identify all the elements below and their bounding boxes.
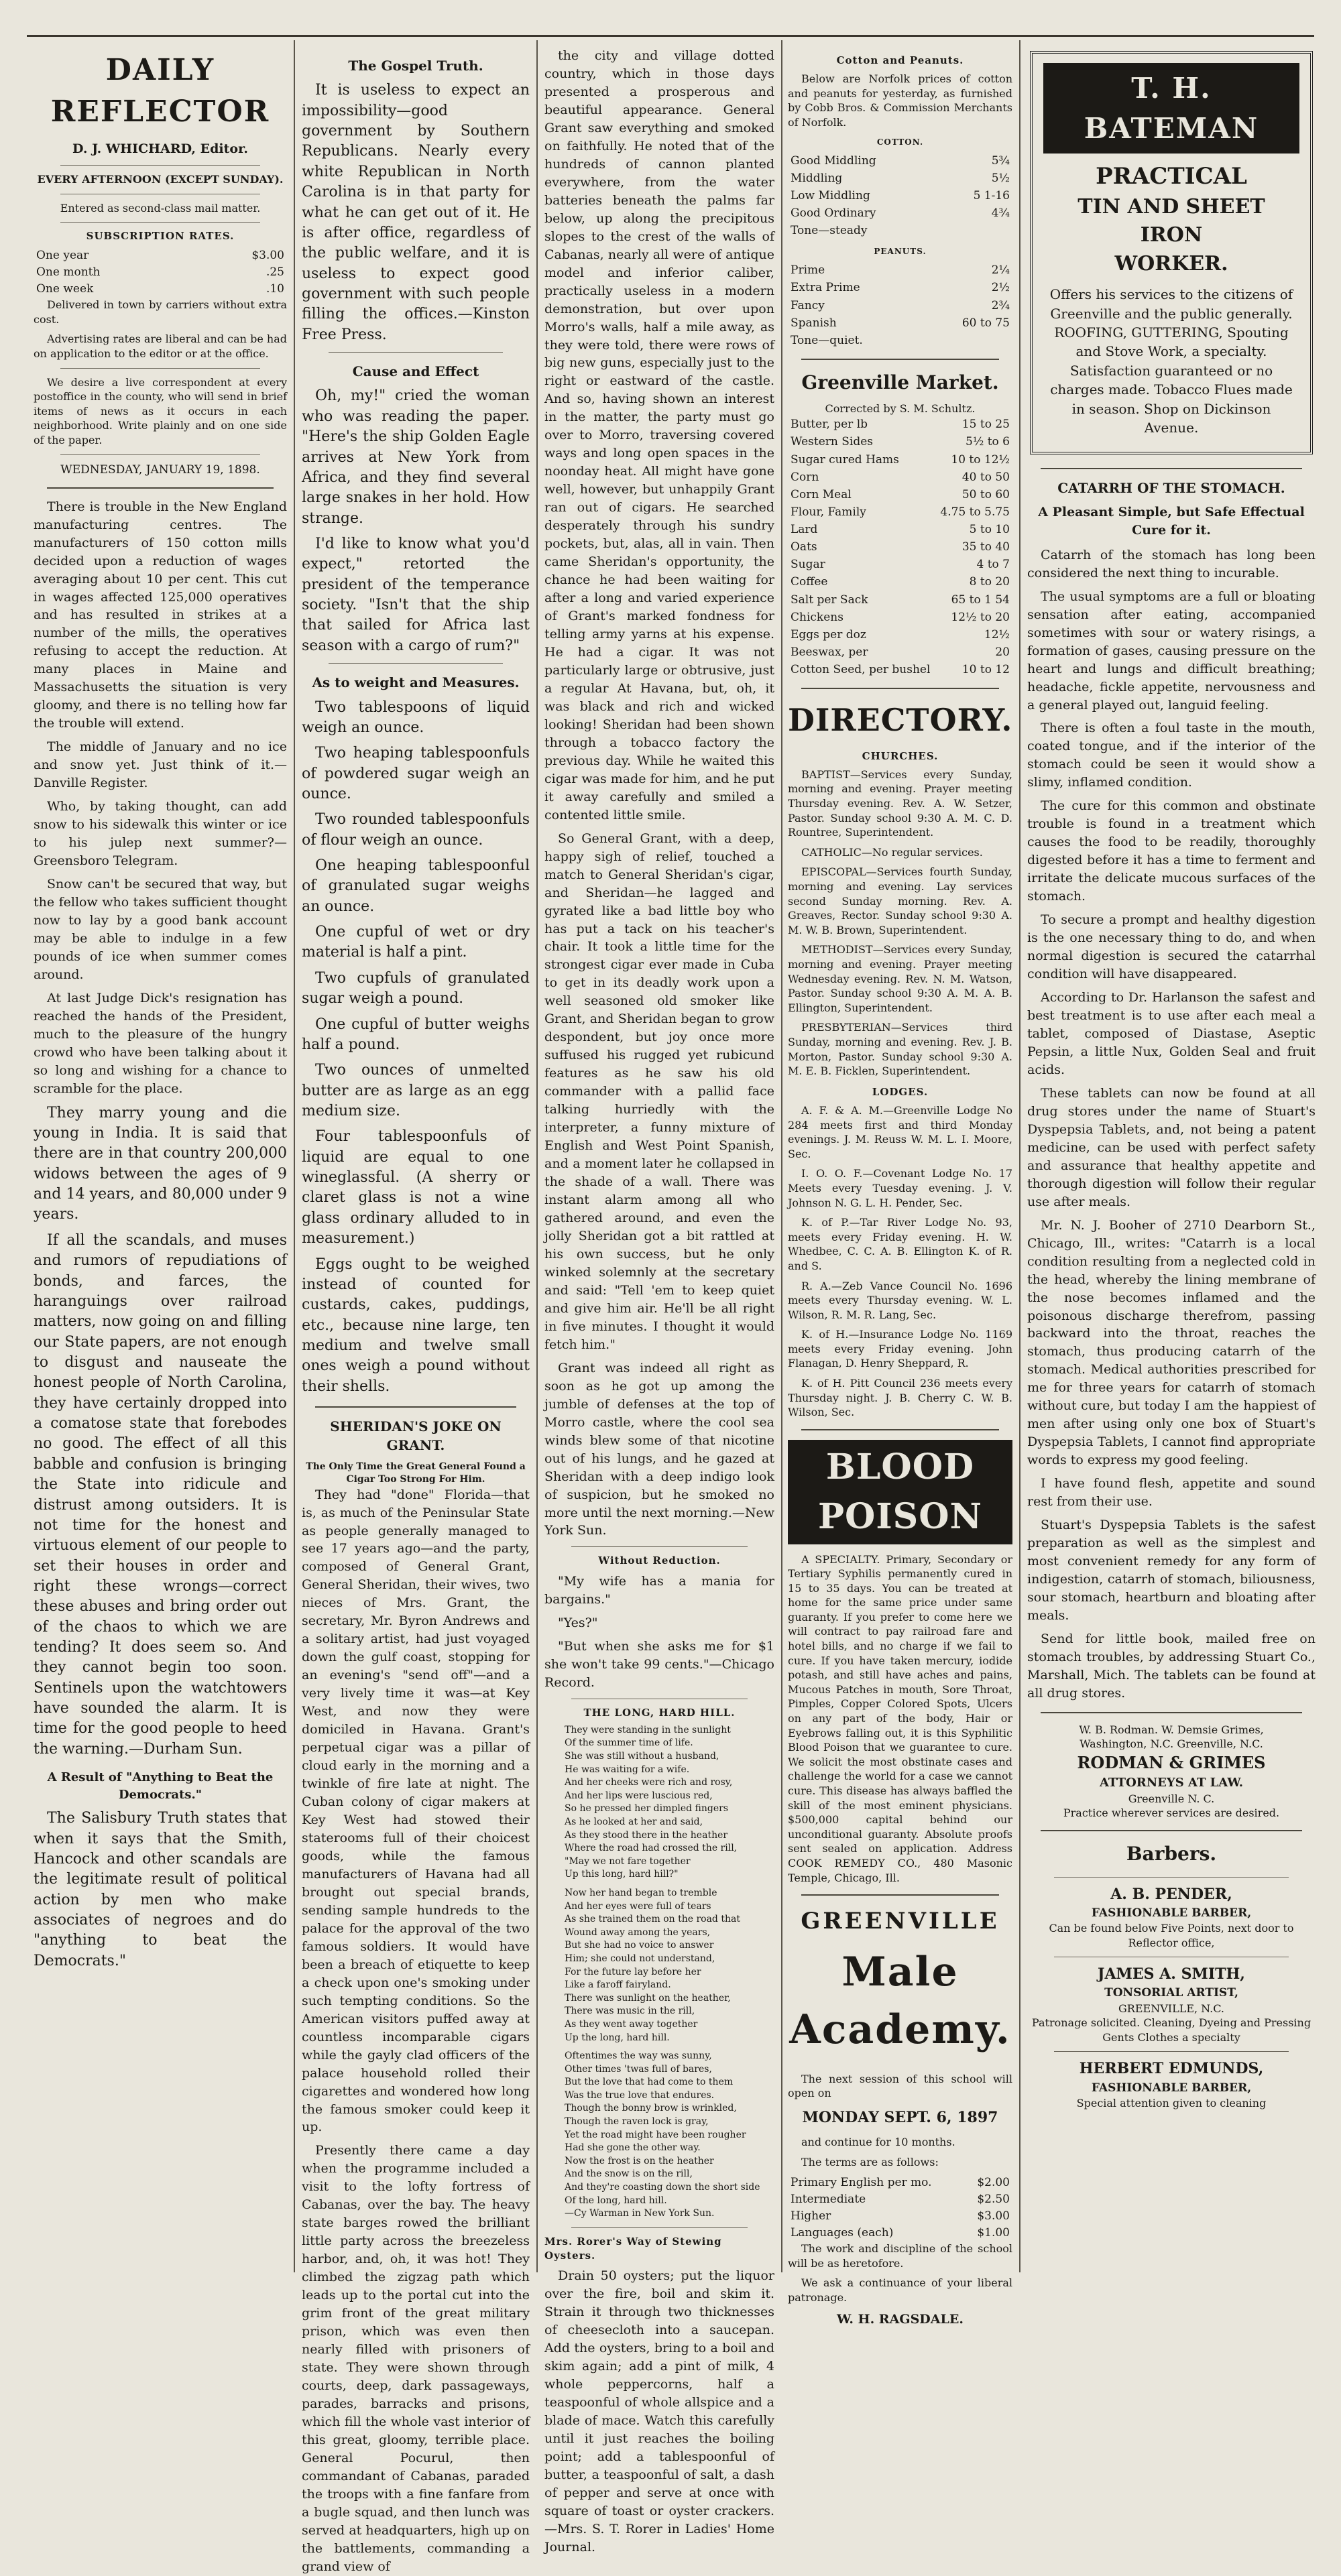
- section-heading: Greenville Market.: [801, 371, 999, 393]
- poem-line: As they went away together: [565, 2018, 698, 2030]
- poem-line: Now the frost is on the heather: [565, 2155, 714, 2166]
- church-listing: METHODIST—Services every Sunday, morning and evening. Prayer meeting Wednesday evening. Rev. N. M. Watson, Pastor. Sunday school 9:30 A. M. A. B. Ellington, Superintendent.: [788, 943, 1012, 1014]
- price-value: $3.00: [977, 2209, 1010, 2223]
- price-label: Sugar cured Hams: [791, 452, 899, 467]
- price-label: Salt per Sack: [791, 593, 868, 607]
- article-paragraph: One heaping tablespoonful of granulated sugar weighs an ounce.: [302, 857, 530, 915]
- article-paragraph: Stuart's Dyspepsia Tablets is the safest preparation as well as the simplest and most convenient remedy for any form of indigestion, catarrh of stomach, biliousness, sour stomach, heartburn and bloating after meals.: [1027, 1518, 1316, 1623]
- column-2: [302, 47, 530, 2574]
- section-heading: Cause and Effect: [352, 363, 479, 380]
- price-row: [788, 204, 1012, 222]
- academy-continuation: and continue for 10 months.: [801, 2136, 955, 2149]
- poem-line: She was still without a husband,: [565, 1751, 719, 1762]
- article-paragraph: "Yes?": [558, 1615, 598, 1630]
- price-row: [788, 451, 1012, 469]
- ad-name: T. H. BATEMAN: [1043, 63, 1299, 154]
- poem-line: And her lips were luscious red,: [565, 1790, 713, 1801]
- section-heading: Mrs. Rorer's Way of Stewing Oysters.: [544, 2235, 722, 2262]
- poem-line: Like a faroff fairyland.: [565, 1979, 671, 1991]
- price-label: Oats: [791, 540, 817, 554]
- price-value: 2½: [991, 281, 1010, 295]
- academy-terms: [788, 2174, 1012, 2242]
- article-paragraph: Mr. N. J. Booher of 2710 Dearborn St., Chicago, Ill., writes: "Catarrh is a local condition resulting from a neglected cold in the head, whereby the lining membrane of the nose becomes inflamed and the poisonous discharge therefrom, passing backward into the throat, reaches the stomach, thus producing catarrh of the stomach. Medical authorities prescribed for me for three years for catarrh of stomach without cure, but today I am the happiest of men after using only one box of Stuart's Dyspepsia Tablets, I cannot find appropriate words to express my good feeling.: [1027, 1217, 1316, 1468]
- price-row: [788, 314, 1012, 332]
- article-paragraph: The Salisbury Truth states that when it says that the Smith, Hancock and other scandals are the legitimate result of political action by men who make associates of negroes and do "anything to beat the Democrats.": [34, 1810, 287, 1969]
- poem-line: Other times 'twas full of bares,: [565, 2063, 712, 2075]
- price-label: Lard: [791, 523, 818, 537]
- article-paragraph: I'd like to know what you'd expect," retorted the president of the temperance society. "Isn't that the ship that sailed for Africa last season with a cargo of rum?": [302, 535, 530, 654]
- section-heading: SHERIDAN'S JOKE ON GRANT.: [330, 1418, 502, 1454]
- price-label: Spanish: [791, 316, 837, 330]
- article-paragraph: The usual symptoms are a full or bloating sensation after eating, accompanied sometimes with sour or watery risings, a formation of gases, causing pressure on the heart and lungs and difficult breathing; headache, fickle appetite, nervousness and a general played out, languid feeling.: [1027, 589, 1316, 713]
- price-value: [941, 222, 1012, 239]
- section-subheading: COTTON.: [876, 137, 924, 147]
- price-row: [788, 486, 1012, 503]
- price-row: [788, 222, 1012, 239]
- church-listing: PRESBYTERIAN—Services third Sunday, morning and evening. Rev. J. B. Morton, Pastor. Sunday school 9:30 A. M. E. B. Ficklen, Superintendent.: [788, 1021, 1012, 1078]
- ad-line: WORKER.: [1114, 251, 1228, 275]
- poem-line: Now her hand began to tremble: [565, 1887, 717, 1898]
- poem-line: [565, 2044, 774, 2050]
- article-paragraph: The middle of January and no ice and snow yet. Just think of it.—Danville Register.: [34, 739, 287, 791]
- article-paragraph: According to Dr. Harlanson the safest and best treatment is to use after each meal a tablet, composed of Diastase, Aseptic Pepsin, a little Nux, Golden Seal and fruit acids.: [1027, 990, 1316, 1077]
- law-firm-practice: Practice wherever services are desired.: [1063, 1806, 1280, 1820]
- directory-heading: DIRECTORY.: [788, 702, 1013, 739]
- delivery-note: Delivered in town by carriers without extra cost.: [34, 298, 287, 326]
- editor-line: D. J. WHICHARD, Editor.: [72, 141, 248, 156]
- price-row: [788, 556, 1012, 573]
- barber-title: FASHIONABLE BARBER,: [1091, 2081, 1252, 2095]
- price-label: Tone—quiet.: [791, 333, 863, 347]
- section-heading: A Result of "Anything to Beat the Democrats.": [47, 1770, 274, 1802]
- market-intro: Below are Norfolk prices of cotton and peanuts for yesterday, as furnished by Cobb Bros. & Commission Merchants of Norfolk.: [788, 72, 1012, 129]
- column-rule: [536, 40, 538, 2272]
- poem-line: And the snow is on the rill,: [565, 2168, 693, 2180]
- price-value: $1.00: [977, 2226, 1010, 2240]
- price-row: [788, 503, 1012, 521]
- poem-body: [565, 1724, 774, 2221]
- price-row: [788, 469, 1012, 486]
- church-listing: EPISCOPAL—Services fourth Sunday, morning and evening. Lay services second Sunday morning. Rev. A. Greaves, Rector. Sunday school 9:30 A. M. W. B. Brown, Superintendent.: [788, 865, 1012, 936]
- price-value: 5 1-16: [973, 188, 1010, 202]
- academy-ask: We ask a continuance of your liberal patronage.: [788, 2276, 1012, 2304]
- issue-date: WEDNESDAY, JANUARY 19, 1898.: [60, 463, 260, 477]
- poem-line: And they're coasting down the short side: [565, 2182, 760, 2193]
- blood-poison-ad-body: A SPECIALTY. Primary, Secondary or Tertiary Syphilis permanently cured in 15 to 35 days. You can be treated at home for the same price under same guaranty. If you prefer to come here we will contract to pay railroad fare and hotel bills, and no charge if we fail to cure. If you have taken mercury, iodide potash, and still have aches and pains, Mucous Patches in mouth, Sore Throat, Pimples, Copper Colored Spots, Ulcers on any part of the body, Hair or Eyebrows falling out, it is this Syphilitic Blood Poison that we guarantee to cure. We solicit the most obstinate cases and challenge the world for a case we cannot cure. This disease has always baffled the skill of the most eminent physicians. $500,000 capital behind our unconditional guaranty. Absolute proofs sent sealed on application. Address COOK REMEDY CO., 480 Masonic Temple, Chicago, Ill.: [788, 1552, 1012, 1884]
- market-prices: [788, 416, 1012, 678]
- poem-line: Yet the road might have been rougher: [565, 2129, 746, 2140]
- article-paragraph: Send for little book, mailed free on stomach troubles, by addressing Stuart Co., Marshall, Mich. The tablets can be found at all drug stores.: [1027, 1631, 1316, 1701]
- article-paragraph: Eggs ought to be weighed instead of counted for custards, cakes, puddings, etc., because nine large, ten medium and twelve small ones weigh a pound without their shells.: [302, 1255, 530, 1395]
- academy-town: GREENVILLE: [801, 1908, 1000, 1935]
- article-paragraph: If all the scandals, and muses and rumors of repudiations of bonds, and farces, the haranguings over railroad matters, now going on and filling our State papers, are not enough to disgust and nauseate the honest people of North Carolina, they have certainly dropped into a comatose state that forebodes no good. The effect of all this babble and confusion is bringing the State into ridicule and distrust among outsiders. It is not time for the honest and virtuous element of our people to set their houses in order and right these wrongs—correct these abuses and bring order out of the chaos to which we are tending? It does seem so. And they cannot begin too soon. Sentinels upon the watchtowers have sounded the alarm. It is time for the good people to heed the warning.—Durham Sun.: [34, 1231, 287, 1758]
- article-paragraph: "My wife has a mania for bargains.": [544, 1573, 774, 1607]
- poem-line: Though the bonny brow is wrinkled,: [565, 2103, 737, 2114]
- price-value: 5¾: [991, 154, 1010, 168]
- article-paragraph: One cupful of wet or dry material is half a pint.: [302, 924, 530, 961]
- price-label: Primary English per mo.: [791, 2176, 932, 2190]
- law-firm-title: ATTORNEYS AT LAW.: [1099, 1776, 1244, 1790]
- section-heading: As to weight and Measures.: [312, 674, 520, 691]
- ad-line: TIN AND SHEET IRON: [1077, 194, 1265, 247]
- price-row: [788, 2208, 1012, 2225]
- ad-body: Offers his services to the citizens of Greenville and the public generally. ROOFING, GUTTERING, Spouting and Stove Work, a specialty. Satisfaction guaranteed or no charges made. Tobacco Flues made in season. Shop on Dickinson Avenue.: [1049, 286, 1293, 436]
- law-names: W. B. Rodman. W. Demsie Grimes,: [1079, 1723, 1264, 1736]
- barber-name: A. B. PENDER,: [1110, 1885, 1232, 1903]
- section-subheading: CHURCHES.: [862, 749, 939, 762]
- price-label: Low Middling: [791, 188, 870, 202]
- price-value: 5½ to 6: [966, 435, 1010, 449]
- poem-line: Where the road had crossed the rill,: [565, 1843, 738, 1854]
- article-paragraph: Two rounded tablespoonfuls of flour weigh an ounce.: [302, 811, 530, 849]
- price-label: Middling: [791, 171, 843, 185]
- price-value: 35 to 40: [961, 540, 1010, 554]
- price-label: Butter, per lb: [791, 418, 868, 432]
- article-paragraph: To secure a prompt and healthy digestion is the one necessary thing to do, and when normal digestion is secured the catarrhal condition will have disappeared.: [1027, 912, 1316, 982]
- church-listing: CATHOLIC—No regular services.: [801, 845, 983, 859]
- column-5: [1027, 47, 1316, 2272]
- article-paragraph: "But when she asks me for $1 she won't take 99 cents."—Chicago Record.: [544, 1638, 774, 1690]
- barber-name: JAMES A. SMITH,: [1098, 1965, 1245, 1983]
- price-row: [788, 626, 1012, 643]
- article-paragraph: Presently there came a day when the programme included a visit to the lofty fortress of Cabanas, over the bay. The heavy state barges rowed the brilliant little party across the breezeless harbor, and, oh, it was hot! They climbed the zigzag path which leads up to the portal cut into the grim front of the great military prison, which was even then nearly filled with prisoners of state. They were shown through courts, deep, dark passageways, parades, barracks and prisons, which fill the whole vast interior of this great, gloomy, terrible place. General Pocurul, then commandant of Cabanas, paraded the troops with a fine fanfare from a bugle squad, and then lunch was served at headquarters, high up on the battlements, commanding a grand view of: [302, 2143, 530, 2574]
- price-row: [788, 521, 1012, 538]
- section-subheading: The Only Time the Great General Found a Cigar Too Strong For Him.: [306, 1461, 526, 1485]
- price-value: 20: [995, 645, 1010, 659]
- price-label: Cotton Seed, per bushel: [791, 663, 931, 677]
- academy-intro: The next session of this school will open on: [788, 2072, 1012, 2100]
- poem-line: Up this long, hard hill?": [565, 1869, 679, 1880]
- price-row: [788, 433, 1012, 450]
- lodge-listing: A. F. & A. M.—Greenville Lodge No 284 meets first and third Monday evenings. J. M. Reuss W. M. L. I. Moore, Sec.: [788, 1103, 1012, 1160]
- poem-line: Of the long, hard hill.: [565, 2195, 667, 2206]
- article-paragraph: Four tablespoonfuls of liquid are equal to one wineglassful. (A sherry or claret glass is not a wine glass ordinary alluded to in measurement.): [302, 1128, 530, 1247]
- section-heading: Cotton and Peanuts.: [836, 54, 964, 66]
- poem-line: And her cheeks were rich and rosy,: [565, 1777, 733, 1788]
- price-row: [788, 187, 1012, 204]
- academy-date: MONDAY SEPT. 6, 1897: [802, 2109, 998, 2126]
- schedule-line: EVERY AFTERNOON (EXCEPT SUNDAY).: [37, 172, 284, 186]
- poem-line: Though the raven lock is gray,: [565, 2116, 709, 2128]
- poem-line: So he pressed her dimpled fingers: [565, 1803, 729, 1815]
- barber-town: GREENVILLE, N.C.: [1118, 2002, 1224, 2015]
- blood-poison-ad-title: BLOOD POISON: [788, 1440, 1012, 1544]
- price-value: 4.75 to 5.75: [940, 505, 1010, 519]
- price-value: 12½ to 20: [951, 610, 1010, 624]
- price-row: [788, 643, 1012, 661]
- price-value: 10 to 12½: [951, 452, 1010, 467]
- price-value: 40 to 50: [961, 470, 1010, 484]
- subscription-heading: SUBSCRIPTION RATES.: [86, 230, 235, 243]
- section-subheading: PEANUTS.: [874, 247, 927, 257]
- article-paragraph: Two tablespoons of liquid weigh an ounce.: [302, 698, 530, 736]
- poem-line: But she had no voice to answer: [565, 1940, 714, 1951]
- price-value: 5½: [991, 171, 1010, 185]
- peanut-prices: [788, 261, 1012, 349]
- poem-line: Was the true love that endures.: [565, 2089, 715, 2101]
- column-rule: [781, 40, 782, 2272]
- law-towns: Washington, N.C. Greenville, N.C.: [1080, 1737, 1263, 1751]
- lodge-listing: K. of H.—Insurance Lodge No. 1169 meets every Friday evening. John Flanagan, D. Henry Sheppard, R.: [788, 1328, 1012, 1370]
- price-row: [788, 2225, 1012, 2242]
- price-value: [921, 332, 1012, 349]
- lodge-listing: R. A.—Zeb Vance Council No. 1696 meets every Thursday evening. W. L. Wilson, R. M. R. Lang, Sec.: [788, 1279, 1012, 1321]
- barber-body: Patronage solicited. Cleaning, Dyeing and Pressing Gents Clothes a specialty: [1031, 2016, 1311, 2044]
- poem-line: For the future lay before her: [565, 1966, 701, 1977]
- academy-terms-heading: The terms are as follows:: [801, 2155, 939, 2168]
- barbers-heading: Barbers.: [1126, 1842, 1217, 1865]
- section-subheading: LODGES.: [872, 1085, 929, 1098]
- masthead-title: DAILY REFLECTOR: [50, 53, 270, 129]
- article-paragraph: They marry young and die young in India. It is said that there are in that country 200,000 widows between the ages of 9 and 14 years, and 80,000 under 9 years.: [34, 1104, 287, 1223]
- price-row: [788, 2174, 1012, 2191]
- poem-line: Wound away among the years,: [565, 1926, 711, 1938]
- section-heading: CATARRH OF THE STOMACH.: [1057, 480, 1285, 497]
- price-row: [788, 170, 1012, 187]
- poem-line: And her eyes were full of tears: [565, 1900, 711, 1912]
- price-value: 15 to 25: [961, 418, 1010, 432]
- article-paragraph: the city and village dotted country, which in those days presented a prosperous and beautiful appearance. General Grant saw everything and smoked on faithfully. He noted that of the hundreds of cannon planted everywhere, from the water batteries beneath the palms far below, up along the precipitous slopes to the crest of the walls of Cabanas, nearly all were of antique model and inferior caliber, practically useless in a modern demonstration, but over upon Morro's walls, half a mile away, as they were told, there were rows of big new guns, especially just to the right or eastward of the castle. And so, having shown an interest in the matter, the party must go over to Morro, traversing covered ways and long open spaces in the noonday heat. All might have gone well, however, but unhappily Grant ran out of cigars. He searched desperately through his sundry pockets, but, alas, all in vain. Then came Sheridan's opportunity, the chance he had been waiting for after a long and varied experience of Grant's marked fondness for telling army yarns at his expense. He had a cigar. It was not particularly large or obtrusive, just a regular At Havana, but, oh, it was black and rich and wicked looking! Sheridan had been shown through a tobacco factory the previous day. While he waited this cigar was made for him, and he put it away carefully and smiled a contented little smile.: [544, 48, 774, 822]
- price-label: Extra Prime: [791, 281, 860, 295]
- poem-line: As they stood there in the heather: [565, 1829, 728, 1841]
- price-value: 2¾: [991, 298, 1010, 312]
- lodge-listing: K. of H. Pitt Council 236 meets every Thursday night. J. B. Cherry C. W. B. Wilson, Sec.: [788, 1377, 1012, 1419]
- correspondent-note: We desire a live correspondent at every postoffice in the county, who will send in brief items of news as it occurs in each neighborhood. Write plainly and on one side of the paper.: [34, 375, 287, 446]
- article-paragraph: Grant was indeed all right as soon as he got up among the jumble of defenses at the top of Morro castle, where the cool sea winds blew some of that nicotine out of his lungs, and he gazed at Sheridan with a deep indigo look of suspicion, but he smoked no more until the next morning.—New York Sun.: [544, 1360, 774, 1538]
- barber-title: TONSORIAL ARTIST,: [1104, 1986, 1238, 2000]
- price-label: Good Ordinary: [791, 206, 876, 221]
- price-label: Corn Meal: [791, 487, 852, 501]
- price-value: 10 to 12: [961, 663, 1010, 677]
- article-paragraph: Catarrh of the stomach has long been considered the next thing to incurable.: [1027, 547, 1316, 580]
- price-label: Fancy: [791, 298, 825, 312]
- barber-name: HERBERT EDMUNDS,: [1079, 2060, 1264, 2078]
- price-label: Higher: [791, 2209, 831, 2223]
- top-rule: [27, 35, 1314, 37]
- column-rule: [294, 40, 295, 2272]
- price-value: 2¼: [991, 263, 1010, 278]
- poem-line: Had she gone the other way.: [565, 2142, 701, 2154]
- law-firm-name: RODMAN & GRIMES: [1077, 1753, 1266, 1773]
- poem-line: As he looked at her and said,: [565, 1817, 703, 1827]
- poem-line: But the love that had come to them: [565, 2077, 734, 2088]
- price-value: 8 to 20: [969, 575, 1010, 589]
- section-heading: The Gospel Truth.: [348, 58, 483, 74]
- section-heading: Without Reduction.: [598, 1554, 721, 1567]
- law-firm-town: Greenville N. C.: [1128, 1792, 1215, 1805]
- poem-line: There was music in the rill,: [565, 2006, 695, 2017]
- price-label: Tone—steady: [791, 224, 868, 238]
- article-paragraph: One cupful of butter weighs half a pound.: [302, 1016, 530, 1053]
- price-label: Chickens: [791, 610, 843, 624]
- price-label: Coffee: [791, 575, 828, 589]
- price-label: Western Sides: [791, 435, 873, 449]
- cotton-prices: [788, 152, 1012, 240]
- price-row: [788, 279, 1012, 296]
- price-row: [788, 297, 1012, 314]
- price-value: 65 to 1 54: [951, 593, 1010, 607]
- poem-line: There was sunlight on the heather,: [565, 1992, 731, 2004]
- lodge-listing: K. of P.—Tar River Lodge No. 93, meets every Friday evening. H. W. Whedbee, C. C. A. B. Ellington K. of R. and S.: [788, 1216, 1012, 1272]
- poem-line: [565, 1882, 774, 1887]
- price-label: Beeswax, per: [791, 645, 868, 659]
- price-label: Eggs per doz: [791, 627, 866, 641]
- academy-signature: W. H. RAGSDALE.: [837, 2311, 964, 2327]
- price-row: [788, 661, 1012, 678]
- poem-line: Oftentimes the way was sunny,: [565, 2050, 712, 2062]
- article-paragraph: The cure for this common and obstinate trouble is found in a treatment which causes the food to be readily, thoroughly digested before it has a time to ferment and irritate the delicate mucous surfaces of the stomach.: [1027, 798, 1316, 904]
- entered-line: Entered as second-class mail matter.: [60, 201, 261, 214]
- poem-line: He was waiting for a wife.: [565, 1764, 690, 1775]
- price-row: [788, 573, 1012, 591]
- article-paragraph: There is trouble in the New England manufacturing centres. The manufacturers of 150 cotton mills decided upon a reduction of wages averaging about 10 per cent. This cut in wages affected 125,000 operatives and has resulted in strikes at a number of the mills, the operatives refusing to accept the reduction. At many places in Maine and Massachusetts the situation is very gloomy, and there is no telling how far the trouble will extend.: [34, 499, 287, 731]
- price-label: Corn: [791, 470, 819, 484]
- barber-body: Can be found below Five Points, next door to Reflector office,: [1049, 1921, 1294, 1949]
- article-paragraph: They had "done" Florida—that is, as much of the Peninsular State as people generally managed to see 17 years ago—and the party, composed of General Grant, General Sheridan, their wives, two nieces of Mrs. Grant, the secretary, Mr. Byron Andrews and a solitary artist, had just voyaged down the gulf coast, stopping for an evening's "send off"—and a very lively time it was—at Key West, and now they were domiciled in Havana. Grant's perpetual cigar was a pillar of cloud early in the morning and a twinkle of fire late at night. The Cuban colony of cigar makers at Key West had stowed their staterooms full of their choicest goods, while the famous manufacturers of Havana had all brought out special brands, sending sample hundreds to the palace for the approval of the two famous soldiers. It would have been a breach of etiquette to keep a check upon one's smoking under such tempting conditions. So the American visitors puffed away at countless incomparable cigars while the gayly clad officers of the palace household rolled their cigarettes and wondered how long the famous smoker could keep it up.: [302, 1487, 530, 2135]
- article-paragraph: Two cupfuls of granulated sugar weigh a pound.: [302, 969, 530, 1007]
- advertising-note: Advertising rates are liberal and can be had on application to the editor or at the office.: [34, 332, 287, 360]
- price-row: [788, 609, 1012, 626]
- poem-line: As she trained them on the road that: [565, 1914, 740, 1925]
- article-paragraph: Two ounces of unmelted butter are as large as an egg medium size.: [302, 1062, 530, 1119]
- price-row: [788, 2191, 1012, 2208]
- article-paragraph: So General Grant, with a deep, happy sigh of relief, touched a match to General Sheridan's cigar, and Sheridan—he lagged and gyrated like a bad little boy who has put a tack on his teacher's chair. It took a little time for the strongest cigar ever made in Cuba to get in its deadly work upon a well seasoned old smoker like Grant, and Sheridan began to grow despondent, but joy once more suffused his rugged yet rubicund features as he saw his old commander with a pallid face talking hurriedly with the interpreter, a funny mixture of English and West Point Spanish, and a moment later he collapsed in the shade of a wall. There was instant alarm among all who gathered around, and even the jolly Sheridan got a bit rattled at his own success, but he only winked solemnly at the secretary and said: "Tell 'em to keep quiet and give him air. He'll be all right in five minutes. I thought it would fetch him.": [544, 831, 774, 1352]
- price-value: $2.50: [977, 2193, 1010, 2207]
- price-row: [788, 332, 1012, 349]
- price-row: [788, 538, 1012, 556]
- article-paragraph: I have found flesh, appetite and sound rest from their use.: [1027, 1476, 1316, 1510]
- column-rule: [1019, 40, 1021, 2272]
- poem-line: —Cy Warman in New York Sun.: [565, 2208, 715, 2219]
- church-listing: BAPTIST—Services every Sunday, morning and evening. Prayer meeting Thursday evening. Rev. A. W. Setzer, Pastor. Sunday school 9:30 A. M. C. D. Rountree, Superintendent.: [788, 768, 1012, 839]
- price-row: [788, 261, 1012, 279]
- article-paragraph: There is often a foul taste in the mouth, coated tongue, and if the interior of the stomach could be seen it would show a slimy, inflamed condition.: [1027, 721, 1316, 790]
- ad-line: PRACTICAL: [1096, 163, 1247, 190]
- article-paragraph: Drain 50 oysters; put the liquor over the fire, boil and skim it. Strain it through two thicknesses of cheesecloth into a saucepan. Add the oysters, bring to a boil and skim again; add a pint of milk, 4 whole peppercorns, half a teaspoonful of whole allspice and a blade of mace. Watch this carefully until it just reaches the boiling point; add a tablespoonful of butter, a teaspoonful of salt, a dash of pepper and serve at once with square of toast or oyster crackers.—Mrs. S. T. Rorer in Ladies' Home Journal.: [544, 2268, 774, 2555]
- price-value: 4¾: [991, 206, 1010, 221]
- price-value: $2.00: [977, 2176, 1010, 2190]
- price-label: Intermediate: [791, 2193, 866, 2207]
- poem-line: "May we not fare together: [565, 1855, 691, 1867]
- price-label: Languages (each): [791, 2226, 894, 2240]
- price-value: 12½: [984, 627, 1010, 641]
- article-paragraph: These tablets can now be found at all drug stores under the name of Stuart's Dyspepsia Tablets, and, not being a patent medicine, can be used with perfect safety and assurance that healthy appetite and thorough digestion will follow their regular use after meals.: [1027, 1085, 1316, 1209]
- section-subheading: A Pleasant Simple, but Safe Effectual Cure for it.: [1038, 504, 1305, 538]
- price-label: Flour, Family: [791, 505, 866, 519]
- article-paragraph: It is useless to expect an impossibility—good government by Southern Republicans. Nearly every white Republican in North Carolina is in that party for what he can get out of it. He is after office, regardless of the public welfare, and it is useless to expect good government with such people filling the offices.—Kinston Free Press.: [302, 82, 530, 343]
- article-paragraph: Who, by taking thought, can add snow to his sidewalk this winter or ice to his julep next summer?—Greensboro Telegram.: [34, 799, 287, 869]
- section-subheading: Corrected by S. M. Schultz.: [825, 402, 976, 415]
- poem-line: Of the summer time of life.: [565, 1737, 693, 1749]
- poem-line: Him; she could not understand,: [565, 1953, 715, 1964]
- price-value: 60 to 75: [961, 316, 1010, 330]
- article-paragraph: At last Judge Dick's resignation has reached the hands of the President, much to the pleasure of the hungry crowd who have been talking about it so long and wishing for a chance to scramble for the place.: [34, 990, 287, 1096]
- article-paragraph: Two heaping tablespoonfuls of powdered sugar weigh an ounce.: [302, 745, 530, 802]
- academy-name: Male Academy.: [789, 1949, 1011, 2053]
- poem-line: Up the long, hard hill.: [565, 2032, 670, 2043]
- barber-title: FASHIONABLE BARBER,: [1091, 1906, 1252, 1920]
- column-4: [788, 47, 1013, 2327]
- price-value: 4 to 7: [976, 558, 1010, 572]
- subscription-rates: One year $3.00 One month .25 One week .10: [36, 249, 284, 296]
- price-value: 5 to 10: [969, 523, 1010, 537]
- academy-work: The work and discipline of the school will be as heretofore.: [788, 2242, 1012, 2270]
- price-row: [788, 416, 1012, 433]
- lodge-listing: I. O. O. F.—Covenant Lodge No. 17 Meets every Tuesday evening. J. V. Johnson N. G. L. H. Pender, Sec.: [788, 1167, 1012, 1209]
- price-label: Prime: [791, 263, 825, 278]
- price-label: Good Middling: [791, 154, 876, 168]
- bateman-advertisement: [1030, 51, 1313, 454]
- column-3: [544, 47, 774, 2555]
- price-label: Sugar: [791, 558, 825, 572]
- price-value: 50 to 60: [961, 487, 1010, 501]
- price-row: [788, 152, 1012, 170]
- poem-line: They were standing in the sunlight: [565, 1724, 731, 1735]
- article-paragraph: Snow can't be secured that way, but the fellow who takes sufficient thought now to lay by a good bank account may be able to indulge in a few pounds of ice when summer comes around.: [34, 877, 287, 982]
- column-1: [34, 47, 287, 2272]
- article-paragraph: Oh, my!" cried the woman who was reading the paper. "Here's the ship Golden Eagle arrives at New York from Africa, and they find several large snakes in her hold. How strange.: [302, 387, 530, 527]
- poem-title: THE LONG, HARD HILL.: [583, 1706, 736, 1719]
- price-row: [788, 591, 1012, 609]
- barber-body: Special attention given to cleaning: [1076, 2096, 1267, 2109]
